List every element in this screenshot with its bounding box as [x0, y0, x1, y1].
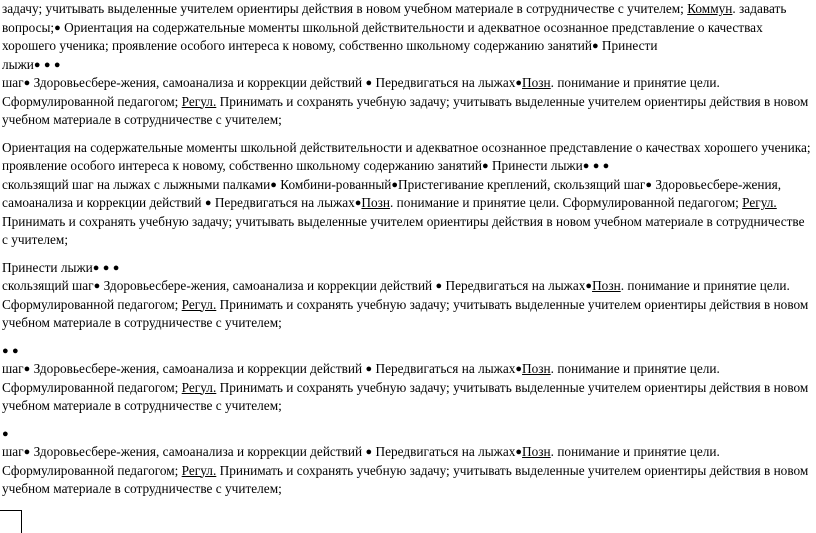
- bullet-icon: ●: [582, 160, 590, 172]
- bullet-icon: ●: [515, 363, 523, 375]
- bullet-icon: ●: [591, 40, 599, 52]
- bullet-icon: ●: [23, 77, 31, 89]
- bullet-icon: ●: [592, 160, 600, 172]
- text: . понимание и принятие цели. Сформулированной педагогом;: [2, 444, 720, 478]
- text: . задавать вопросы;: [2, 1, 787, 35]
- bullet-icon: ●: [54, 21, 61, 34]
- text: Здоровьесбере-жения, самоанализа и коррекции действий: [30, 361, 366, 376]
- link-regul[interactable]: Регул.: [181, 93, 217, 109]
- paragraph-5: [2, 425, 812, 499]
- bullet-icon: ●: [102, 261, 110, 274]
- bullet-icon: ●: [93, 280, 101, 292]
- text: Принимать и сохранять учебную задачу; учитывать выделенные учителем ориентиры действия в новом учебном материале в сотрудничестве с учителем;: [2, 213, 805, 247]
- link-pozn[interactable]: Позн: [522, 444, 551, 459]
- text: скользящий шаг: [2, 278, 94, 293]
- text: Принести: [598, 38, 658, 53]
- text: Передвигаться на лыжах: [372, 361, 516, 376]
- text: шаг: [2, 361, 24, 376]
- text: Передвигаться на лыжах: [372, 75, 516, 90]
- text: Принимать и сохранять учебную задачу; учитывать выделенные учителем ориентиры действия в новом учебном материале в сотрудничестве с учителем;: [2, 296, 809, 330]
- bullet-icon: ●: [602, 160, 610, 172]
- link-regul[interactable]: Регул.: [742, 195, 777, 210]
- paragraph-2: [2, 139, 812, 250]
- bullet-icon: ●: [43, 58, 51, 71]
- bullet-icon: ●: [23, 363, 31, 375]
- bullet-icon: ●: [435, 280, 443, 292]
- text: . понимание и принятие цели. Сформулированной педагогом;: [2, 278, 790, 312]
- text: Здоровьесбере-жения, самоанализа и коррекции действий: [30, 444, 366, 459]
- text: Передвигаться на лыжах: [442, 278, 586, 293]
- text: Принимать и сохранять учебную задачу; учитывать выделенные учителем ориентиры действия в новом учебном материале в сотрудничестве с учителем;: [2, 462, 809, 496]
- bullet-icon: ●: [112, 261, 120, 274]
- bullet-icon: ●: [515, 77, 523, 89]
- bullet-icon: ●: [204, 197, 212, 209]
- text: скользящий шаг на лыжах с лыжными палками: [2, 176, 271, 192]
- paragraph-4: [2, 342, 812, 416]
- bullet-icon: ●: [270, 178, 277, 191]
- text: лыжи: [2, 56, 34, 72]
- text: Ориентация на содержательные моменты школьной действительности и адекватное осознанное представление о качествах хорошего ученика; проявление особого интереса к новому, собственно школьному содержанию занятий: [2, 139, 811, 173]
- text: Принимать и сохранять учебную задачу; учитывать выделенные учителем ориентиры действия в новом учебном материале в сотрудничестве с учителем;: [2, 93, 809, 127]
- text: Комбини-рованный: [276, 176, 392, 192]
- bullet-icon: ●: [391, 178, 399, 191]
- bullet-icon: ●: [23, 446, 31, 458]
- bullet-icon: ●: [481, 160, 489, 172]
- text: . понимание и принятие цели. Сформулированной педагогом;: [390, 195, 743, 210]
- table-cell-border: [0, 510, 22, 533]
- bullet-icon: ●: [92, 261, 100, 274]
- text: Здоровьесбере-жения, самоанализа и коррекции действий: [100, 278, 436, 293]
- bullet-icon: ●: [365, 363, 373, 375]
- paragraph-3: [2, 259, 812, 333]
- link-pozn[interactable]: Позн: [361, 195, 391, 210]
- text: Передвигаться на лыжах: [211, 195, 355, 210]
- text: шаг: [2, 444, 24, 459]
- paragraph-1: [2, 0, 812, 130]
- bullet-icon: ●: [645, 178, 652, 191]
- bullet-icon: ●: [585, 280, 593, 292]
- text: . понимание и принятие цели. Сформулированной педагогом;: [2, 75, 720, 109]
- text: задачу; учитывать выделенные учителем ориентиры действия в новом учебном материале в сотрудничестве с учителем;: [2, 1, 688, 16]
- bullet-icon: ●: [2, 427, 9, 440]
- bullet-icon: ●: [365, 77, 373, 89]
- bullet-icon: ●: [53, 58, 61, 71]
- link-regul[interactable]: Регул.: [181, 462, 217, 478]
- text: Принимать и сохранять учебную задачу; учитывать выделенные учителем ориентиры действия в новом учебном материале в сотрудничестве с учителем;: [2, 379, 809, 413]
- link-pozn[interactable]: Позн: [522, 361, 551, 376]
- text: Принести лыжи: [488, 158, 583, 173]
- link-kommun[interactable]: Коммун: [687, 1, 733, 16]
- text: Здоровьесбере-жения, самоанализа и коррекции действий: [30, 75, 366, 90]
- bullet-icon: ●: [354, 197, 362, 209]
- bullet-icon: ●: [33, 58, 41, 71]
- text: Принести лыжи: [2, 259, 93, 275]
- text: Передвигаться на лыжах: [372, 444, 516, 459]
- link-pozn[interactable]: Позн: [592, 278, 621, 293]
- bullet-icon: ●: [365, 446, 373, 458]
- link-regul[interactable]: Регул.: [181, 296, 217, 312]
- bullet-icon: ●: [11, 344, 19, 357]
- text: Ориентация на содержательные моменты школьной действительности и адекватное осознанное представление о качествах хорошего ученика; проявление особого интереса к новому, собственно школьному содержанию занятий: [2, 19, 763, 53]
- bullet-icon: ●: [2, 344, 9, 357]
- text: Пристегивание креплений, скользящий шаг: [398, 176, 646, 192]
- link-regul[interactable]: Регул.: [181, 379, 217, 395]
- text: . понимание и принятие цели. Сформулированной педагогом;: [2, 361, 720, 395]
- text: Здоровьесбере-жения, самоанализа и коррекции действий: [2, 176, 782, 210]
- bullet-icon: ●: [515, 446, 523, 458]
- text: шаг: [2, 75, 24, 90]
- link-pozn[interactable]: Позн: [522, 75, 551, 90]
